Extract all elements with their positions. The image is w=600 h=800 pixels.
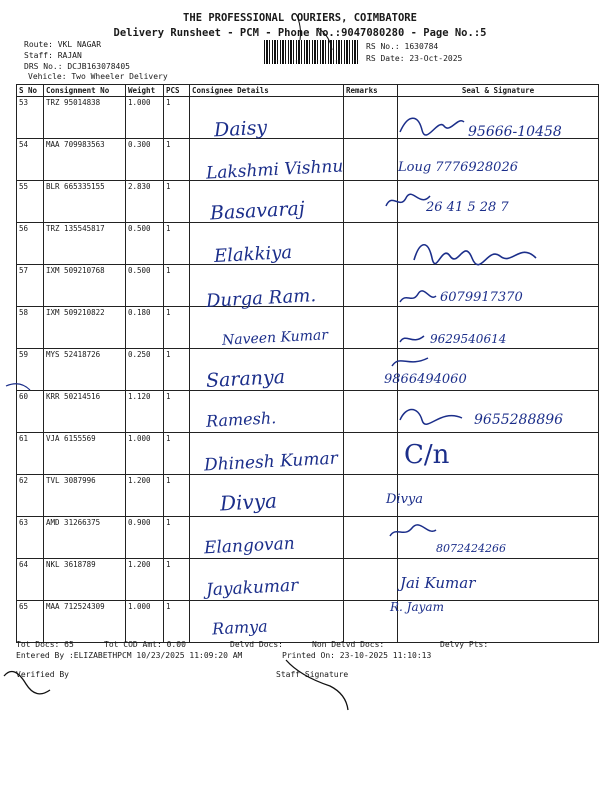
- total-cod-amount: Tot COD Amt: 0.00: [104, 640, 186, 649]
- sno-cell: 57: [17, 265, 44, 307]
- pcs-cell: 1: [164, 181, 190, 223]
- handwritten-consignee: Basavaraj: [209, 197, 306, 225]
- column-header: Remarks: [344, 85, 398, 97]
- weight-cell: 1.000: [126, 97, 164, 139]
- column-header: S No: [17, 85, 44, 97]
- sno-cell: 65: [17, 601, 44, 643]
- weight-cell: 0.180: [126, 307, 164, 349]
- consignment-cell: TRZ 95014838: [44, 97, 126, 139]
- staff-signature-label: Staff Signature: [276, 670, 349, 679]
- consignment-cell: MAA 709983563: [44, 139, 126, 181]
- consignment-cell: TVL 3087996: [44, 475, 126, 517]
- pcs-cell: 1: [164, 391, 190, 433]
- staff-label: Staff: RAJAN: [24, 51, 82, 60]
- weight-cell: 0.500: [126, 223, 164, 265]
- handwritten-consignee: Daisy: [213, 116, 268, 142]
- handwritten-consignee: Lakshmi Vishnu: [205, 156, 344, 184]
- sno-cell: 54: [17, 139, 44, 181]
- consignment-cell: VJA 6155569: [44, 433, 126, 475]
- drs-label: DRS No.: DCJB163078405: [24, 62, 130, 71]
- weight-cell: 1.200: [126, 475, 164, 517]
- page-subtitle: Delivery Runsheet - PCM - Phone No.:9047080280 - Page No.:5: [113, 27, 487, 39]
- handwritten-signature: 6079917370: [440, 290, 523, 305]
- consignment-cell: IXM 509210822: [44, 307, 126, 349]
- rs-date: RS Date: 23-Oct-2025: [366, 54, 463, 63]
- handwritten-signature: 26 41 5 28 7: [426, 200, 509, 215]
- column-header: PCS: [164, 85, 190, 97]
- verified-by-label: Verified By: [16, 670, 69, 679]
- column-header: Seal & Signature: [398, 85, 599, 97]
- pcs-cell: 1: [164, 139, 190, 181]
- vehicle-label: Vehicle: Two Wheeler Delivery: [28, 72, 168, 81]
- handwritten-signature: Divya: [386, 492, 424, 507]
- weight-cell: 0.300: [126, 139, 164, 181]
- sno-cell: 56: [17, 223, 44, 265]
- handwritten-consignee: Jayakumar: [205, 575, 299, 601]
- sno-cell: 53: [17, 97, 44, 139]
- sno-cell: 59: [17, 349, 44, 391]
- handwritten-signature: R. Jayam: [390, 600, 444, 614]
- pcs-cell: 1: [164, 559, 190, 601]
- pcs-cell: 1: [164, 265, 190, 307]
- consignment-cell: BLR 665335155: [44, 181, 126, 223]
- consignment-cell: MYS 52418726: [44, 349, 126, 391]
- handwritten-consignee: Ramesh.: [205, 408, 277, 431]
- pcs-cell: 1: [164, 223, 190, 265]
- handwritten-consignee: Elangovan: [203, 533, 296, 559]
- weight-cell: 1.200: [126, 559, 164, 601]
- pcs-cell: 1: [164, 307, 190, 349]
- weight-cell: 2.830: [126, 181, 164, 223]
- handwritten-consignee: Dhinesh Kumar: [203, 448, 339, 476]
- pcs-cell: 1: [164, 433, 190, 475]
- consignment-cell: IXM 509210768: [44, 265, 126, 307]
- non-delivered-docs: Non Delvd Docs:: [312, 640, 385, 649]
- rs-number: RS No.: 1630784: [366, 42, 439, 51]
- handwritten-consignee: Saranya: [205, 365, 286, 393]
- consignment-cell: AMD 31266375: [44, 517, 126, 559]
- weight-cell: 1.120: [126, 391, 164, 433]
- weight-cell: 1.000: [126, 601, 164, 643]
- handwritten-signature: 9655288896: [474, 412, 564, 428]
- consignment-cell: KRR 50214516: [44, 391, 126, 433]
- sno-cell: 61: [17, 433, 44, 475]
- sno-cell: 60: [17, 391, 44, 433]
- handwritten-consignee: Ramya: [211, 616, 269, 639]
- handwritten-signature: C/n: [404, 440, 450, 470]
- handwritten-consignee: Elakkiya: [213, 241, 293, 268]
- column-header: Weight: [126, 85, 164, 97]
- pcs-cell: 1: [164, 475, 190, 517]
- handwritten-signature: Loug 7776928026: [398, 160, 518, 175]
- handwritten-signature: 9629540614: [430, 332, 507, 346]
- handwritten-signature: 8072424266: [436, 542, 506, 555]
- page-title: THE PROFESSIONAL COURIERS, COIMBATORE: [183, 12, 417, 24]
- weight-cell: 0.250: [126, 349, 164, 391]
- weight-cell: 1.000: [126, 433, 164, 475]
- handwritten-signature: 9866494060: [384, 372, 467, 387]
- sno-cell: 58: [17, 307, 44, 349]
- sno-cell: 63: [17, 517, 44, 559]
- handwritten-consignee: Divya: [219, 488, 278, 516]
- handwritten-signature: Jai Kumar: [400, 574, 476, 592]
- delivered-docs: Delvd Docs:: [230, 640, 283, 649]
- column-header: Consignee Details: [190, 85, 344, 97]
- pcs-cell: 1: [164, 349, 190, 391]
- route-label: Route: VKL NAGAR: [24, 40, 102, 49]
- weight-cell: 0.900: [126, 517, 164, 559]
- handwritten-consignee: Durga Ram.: [205, 285, 317, 312]
- sno-cell: 62: [17, 475, 44, 517]
- printed-on: Printed On: 23-10-2025 11:10:13: [282, 651, 432, 660]
- consignment-cell: TRZ 135545817: [44, 223, 126, 265]
- pcs-cell: 1: [164, 601, 190, 643]
- entered-by: Entered By :ELIZABETHPCM 10/23/2025 11:09:20 AM: [16, 651, 243, 660]
- sno-cell: 64: [17, 559, 44, 601]
- pcs-cell: 1: [164, 517, 190, 559]
- sno-cell: 55: [17, 181, 44, 223]
- pcs-cell: 1: [164, 97, 190, 139]
- column-header: Consignment No: [44, 85, 126, 97]
- delivery-points: Delvy Pts:: [440, 640, 489, 649]
- total-docs: Tot Docs: 65: [16, 640, 74, 649]
- consignment-cell: MAA 712524309: [44, 601, 126, 643]
- consignment-cell: NKL 3618789: [44, 559, 126, 601]
- handwritten-consignee: Naveen Kumar: [221, 327, 329, 349]
- weight-cell: 0.500: [126, 265, 164, 307]
- handwritten-signature: 95666-10458: [468, 124, 562, 140]
